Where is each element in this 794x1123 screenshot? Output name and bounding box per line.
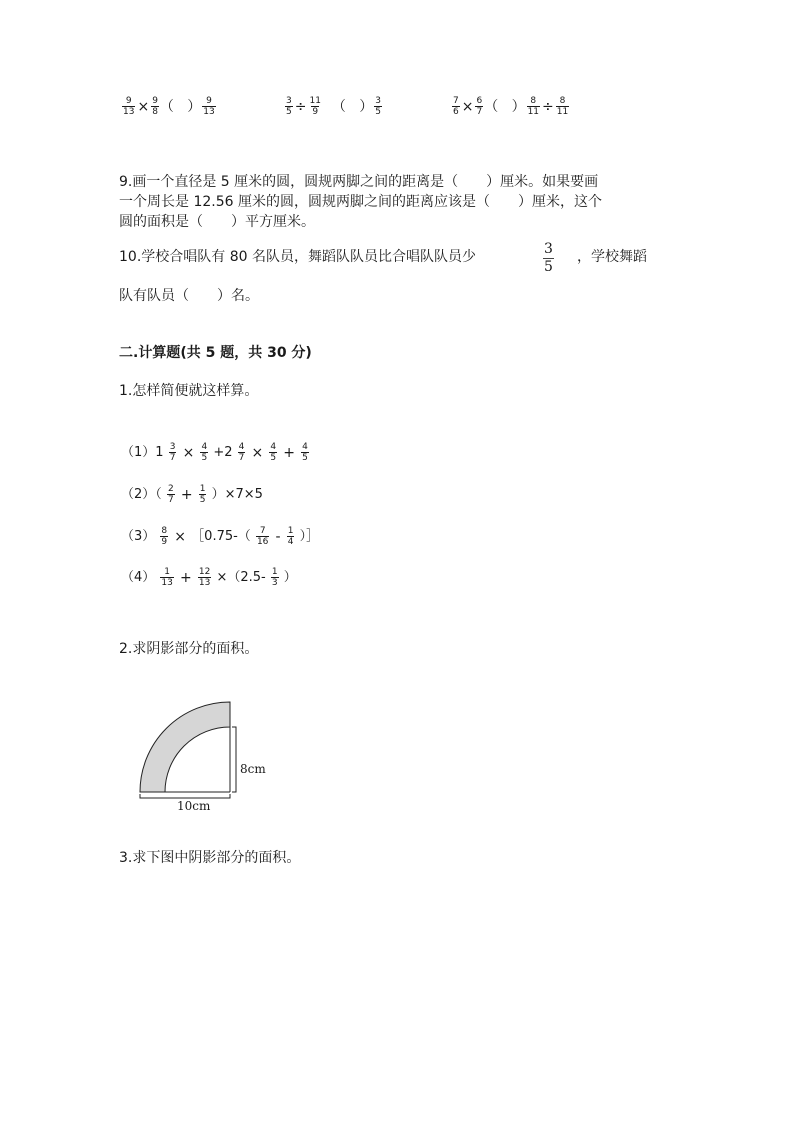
compare-item-3: $\frac{7}{6}$ × $\frac{6}{7}$ （ ） $\frac{8}{11}$ ÷ $\frac{8}{11}$ xyxy=(453,96,569,117)
calc-item-4: （4） $\frac{1}{13}$ + $\frac{12}{13}$ ×（2.5- $\frac{1}{3}$ ） xyxy=(121,567,297,588)
question-10-line-1b: ，学校舞蹈 xyxy=(577,249,647,265)
question-2-title: 2.求阴影部分的面积。 xyxy=(119,641,259,657)
fraction: $\frac{7}{16}$ xyxy=(256,526,269,547)
dimension-bracket xyxy=(232,727,236,792)
fraction: $\frac{3}{5}$ xyxy=(286,96,292,117)
question-9-line-2: 一个周长是 12.56 厘米的圆，圆规两脚之间的距离应该是（ ）厘米，这个 xyxy=(119,194,602,210)
fraction: $\frac{3}{5}$ xyxy=(375,96,381,117)
fraction: $\frac{8}{11}$ xyxy=(556,96,569,117)
fraction: $\frac{9}{8}$ xyxy=(152,96,158,117)
fraction: $\frac{4}{7}$ xyxy=(238,442,245,463)
answer-blank: （ ） xyxy=(484,98,526,115)
fraction: $\frac{1}{5}$ xyxy=(199,484,206,505)
fraction: $\frac{9}{13}$ xyxy=(123,96,135,117)
section-heading: 二.计算题(共 5 题，共 30 分) xyxy=(119,345,312,361)
question-9-line-1: 9.画一个直径是 5 厘米的圆，圆规两脚之间的距离是（ ）厘米。如果要画 xyxy=(119,174,599,190)
question-10-line-1a: 10.学校合唱队有 80 名队员，舞蹈队队员比合唱队队员少 xyxy=(119,249,476,265)
question-1-title: 1.怎样简便就这样算。 xyxy=(119,383,259,399)
fraction: $\frac{4}{5}$ xyxy=(270,442,277,463)
calc-item-3: （3） $\frac{8}{9}$ × ［0.75-（ $\frac{7}{16}$ - $\frac{1}{4}$ ）］ xyxy=(121,526,320,547)
shaded-area-figure xyxy=(130,692,280,822)
fraction: $\frac{4}{5}$ xyxy=(302,442,308,463)
fraction: $\frac{3}{7}$ xyxy=(169,442,176,463)
fraction: $\frac{7}{6}$ xyxy=(453,96,459,117)
question-9-line-3: 圆的面积是（ ）平方厘米。 xyxy=(119,214,315,230)
fraction: $\frac{1}{3}$ xyxy=(271,567,278,588)
fraction: $\frac{12}{13}$ xyxy=(198,567,211,588)
fraction: $\frac{4}{5}$ xyxy=(201,442,208,463)
shaded-ring xyxy=(140,702,230,792)
width-label: 10cm xyxy=(177,799,211,813)
question-3-title: 3.求下图中阴影部分的面积。 xyxy=(119,850,301,866)
question-10-line-2: 队有队员（ ）名。 xyxy=(119,288,259,304)
compare-item-2: $\frac{3}{5}$ ÷ $\frac{11}{9}$ （ ） $\frac{3}{5}$ xyxy=(286,96,381,117)
answer-blank: （ ） xyxy=(331,98,374,115)
compare-item-1: $\frac{9}{13}$ × $\frac{9}{8}$ （ ） $\frac{9}{13}$ xyxy=(123,96,215,117)
answer-blank: （ ） xyxy=(159,98,202,115)
fraction: $\frac{6}{7}$ xyxy=(476,96,483,117)
fraction: $\frac{8}{9}$ xyxy=(161,526,168,547)
fraction: $\frac{1}{13}$ xyxy=(161,567,173,588)
dimension-bracket xyxy=(140,794,230,798)
fraction: $\frac{9}{13}$ xyxy=(203,96,215,117)
fraction: $\frac{2}{7}$ xyxy=(167,484,174,505)
question-10-fraction xyxy=(542,241,555,276)
fraction: $\frac{3}{5}$ xyxy=(544,241,553,275)
fraction: $\frac{11}{9}$ xyxy=(309,96,321,117)
calc-item-1: （1）1 $\frac{3}{7}$ × $\frac{4}{5}$ +2 $\frac{4}{7}$ × $\frac{4}{5}$ + $\frac{4}{5}$ xyxy=(121,442,308,463)
height-label: 8cm xyxy=(240,762,266,776)
fraction: $\frac{1}{4}$ xyxy=(287,526,294,547)
calc-item-2: （2）（ $\frac{2}{7}$ + $\frac{1}{5}$ ）×7×5 xyxy=(121,484,263,505)
fraction: $\frac{8}{11}$ xyxy=(527,96,540,117)
